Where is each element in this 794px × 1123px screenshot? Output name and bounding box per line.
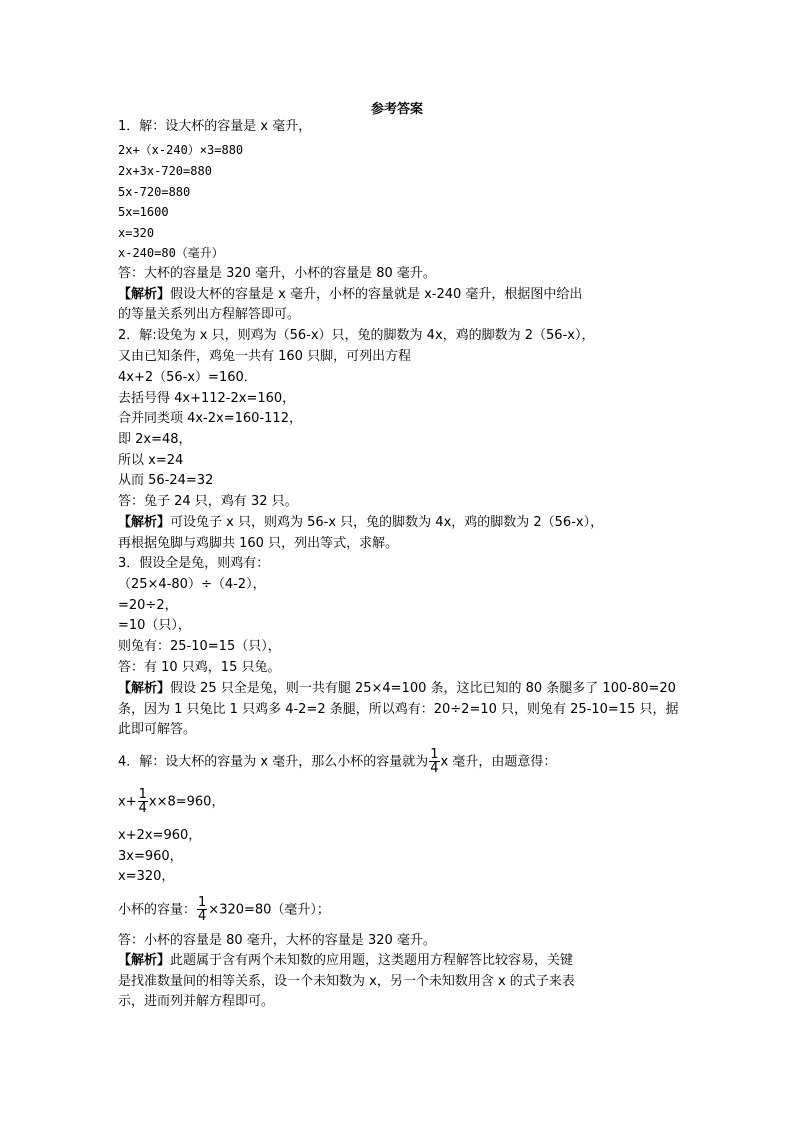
q4-line-6-text-b: ×320=80（毫升）； bbox=[208, 902, 330, 918]
fraction bbox=[138, 788, 148, 816]
page-title: 参考答案 bbox=[370, 102, 423, 117]
q1-answer: 答：大杯的容量是 320 毫升，小杯的容量是 80 毫升。 bbox=[118, 266, 436, 281]
fraction-numerator: 1 bbox=[198, 895, 207, 910]
q4-line-4: 3x=960， bbox=[118, 849, 183, 864]
analysis-text: 假设大杯的容量是 x 毫升，小杯的容量就是 x-240 毫升，根据图中给出 bbox=[170, 287, 583, 302]
q1-analysis bbox=[118, 287, 582, 303]
q3-line-1: 3．假设全是兔，则鸡有： bbox=[118, 556, 270, 571]
q1-line-4: 5x-720=880 bbox=[118, 185, 191, 199]
q4-analysis-cont-2: 示，进而列并解方程即可。 bbox=[118, 994, 275, 1009]
q3-line-5: 则兔有：25-10=15（只）， bbox=[118, 639, 281, 654]
q3-analysis-cont-1: 条，因为 1 只兔比 1 只鸡多 4-2=2 条腿，所以鸡有：20÷2=10 只，则兔有 25-10=15 只，据 bbox=[118, 702, 679, 717]
q1-analysis-cont: 的等量关系列出方程解答即可。 bbox=[118, 307, 301, 322]
fraction-numerator: 1 bbox=[138, 787, 147, 802]
q4-analysis-cont-1: 是找准数量间的相等关系，设一个未知数为 x，另一个未知数用含 x 的式子来表 bbox=[118, 974, 575, 989]
q4-answer: 答：小杯的容量是 80 毫升，大杯的容量是 320 毫升。 bbox=[118, 933, 436, 948]
q4-line-2 bbox=[118, 788, 224, 816]
q3-line-4: =10（只）， bbox=[118, 618, 191, 633]
q2-line-7: 所以 x=24 bbox=[118, 453, 184, 468]
q4-line-6-text-a: 小杯的容量： bbox=[118, 902, 197, 918]
fraction bbox=[197, 896, 207, 924]
q2-line-8: 从而 56-24=32 bbox=[118, 473, 214, 488]
q1-line-6: x=320 bbox=[118, 226, 155, 240]
q2-line-1: 2．解:设兔为 x 只，则鸡为（56-x）只，兔的脚数为 4x，鸡的脚数为 2（56-x）， bbox=[118, 328, 595, 343]
q2-answer: 答：兔子 24 只，鸡有 32 只。 bbox=[118, 494, 298, 509]
q1-line-2: 2x+（x-240）×3=880 bbox=[118, 143, 244, 157]
q4-analysis bbox=[118, 953, 573, 969]
q2-line-3: 4x+2（56-x）=160． bbox=[118, 370, 257, 385]
analysis-text: 可设兔子 x 只，则鸡为 56-x 只，兔的脚数为 4x，鸡的脚数为 2（56-x）， bbox=[170, 515, 604, 530]
q4-line-2-text-b: x×8=960， bbox=[148, 794, 225, 810]
q4-line-1-text-b: x 毫升，由题意得： bbox=[440, 754, 557, 770]
analysis-tag: 【解析】 bbox=[118, 515, 171, 530]
q3-line-2: （25×4-80）÷（4-2）， bbox=[118, 577, 266, 592]
q2-line-2: 又由已知条件，鸡兔一共有 160 只脚，可列出方程 bbox=[118, 349, 412, 364]
analysis-tag: 【解析】 bbox=[118, 681, 171, 696]
q4-line-6 bbox=[118, 896, 330, 924]
q4-line-3: x+2x=960， bbox=[118, 828, 202, 843]
q4-line-1 bbox=[118, 748, 556, 776]
q2-analysis-cont: 再根据兔脚与鸡脚共 160 只，列出等式，求解。 bbox=[118, 536, 399, 551]
q1-line-7: x-240=80（毫升） bbox=[118, 246, 224, 260]
analysis-tag: 【解析】 bbox=[118, 953, 171, 968]
q2-line-4: 去括号得 4x+112-2x=160， bbox=[118, 391, 296, 406]
analysis-text: 此题属于含有两个未知数的应用题，这类题用方程解答比较容易，关键 bbox=[170, 953, 574, 968]
q3-answer: 答：有 10 只鸡，15 只兔。 bbox=[118, 660, 281, 675]
q4-line-2-text-a: x+ bbox=[118, 794, 137, 810]
q1-line-1: 1．解：设大杯的容量是 x 毫升， bbox=[118, 119, 312, 134]
analysis-tag: 【解析】 bbox=[118, 287, 171, 302]
fraction-numerator: 1 bbox=[430, 747, 439, 762]
fraction bbox=[429, 748, 439, 776]
q3-analysis-cont-2: 此即可解答。 bbox=[118, 722, 197, 737]
q3-analysis bbox=[118, 681, 676, 697]
fraction-denominator: 4 bbox=[198, 909, 207, 924]
q3-line-3: =20÷2， bbox=[118, 598, 178, 613]
fraction-denominator: 4 bbox=[430, 761, 439, 776]
q1-line-5: 5x=1600 bbox=[118, 205, 169, 219]
analysis-text: 假设 25 只全是兔，则一共有腿 25×4=100 条，这比已知的 80 条腿多了 100-80=20 bbox=[170, 681, 676, 696]
fraction-denominator: 4 bbox=[138, 801, 147, 816]
q2-line-6: 即 2x=48， bbox=[118, 432, 192, 447]
q2-analysis bbox=[118, 515, 603, 531]
q2-line-5: 合并同类项 4x-2x=160-112， bbox=[118, 411, 302, 426]
q4-line-1-text-a: 4．解：设大杯的容量为 x 毫升，那么小杯的容量就为 bbox=[118, 754, 429, 770]
q1-line-3: 2x+3x-720=880 bbox=[118, 164, 212, 178]
q4-line-5: x=320， bbox=[118, 869, 175, 884]
